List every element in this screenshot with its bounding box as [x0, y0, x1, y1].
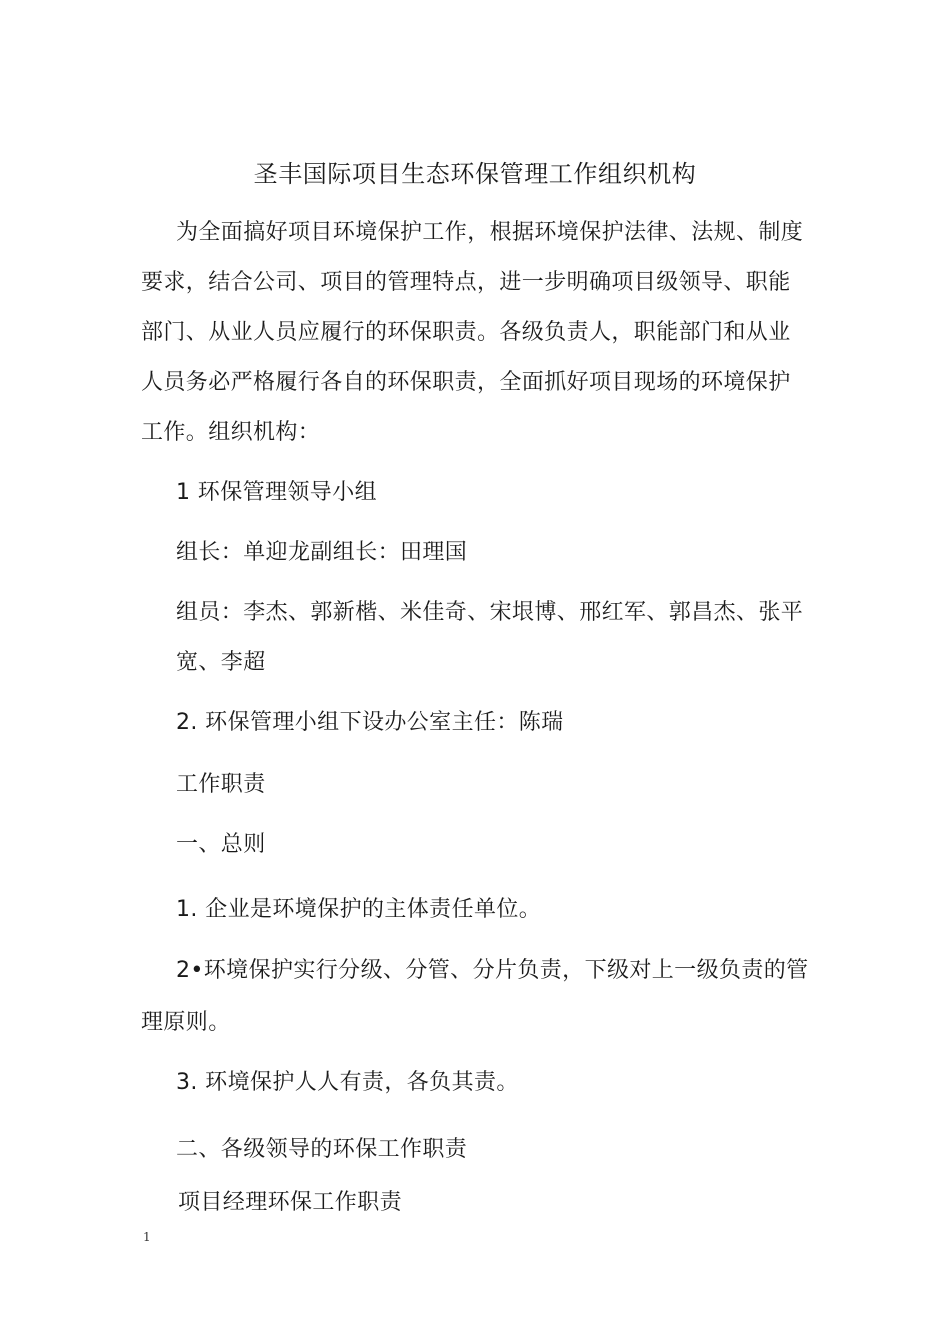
- intro-paragraph-line: 人员务必严格履行各自的环保职责，全面抓好项目现场的环境保护: [141, 370, 791, 395]
- rule-item: 3. 环境保护人人有责，各负其责。: [176, 1070, 519, 1095]
- duties-heading: 工作职责: [176, 772, 266, 797]
- office-director: 2. 环保管理小组下设办公室主任：陈瑞: [176, 710, 564, 735]
- group-leaders: 组长：单迎龙副组长：田理国: [176, 540, 468, 565]
- rule-item: 1. 企业是环境保护的主体责任单位。: [176, 897, 542, 922]
- intro-paragraph-line: 为全面搞好项目环境保护工作，根据环境保护法律、法规、制度: [176, 220, 804, 245]
- intro-paragraph-line: 部门、从业人员应履行的环保职责。各级负责人，职能部门和从业: [141, 320, 791, 345]
- rule-item: 2•环境保护实行分级、分管、分片负责，下级对上一级负责的管: [176, 958, 809, 983]
- group-members-line: 宽、李超: [176, 650, 266, 675]
- section-heading-general: 一、总则: [176, 832, 266, 857]
- group-members-line: 组员：李杰、郭新楷、米佳奇、宋垠博、邢红军、郭昌杰、张平: [176, 600, 804, 625]
- section-heading-leaders: 二、各级领导的环保工作职责: [176, 1137, 468, 1162]
- intro-paragraph-line: 要求，结合公司、项目的管理特点，进一步明确项目级领导、职能: [141, 270, 791, 295]
- page-number: 1: [143, 1230, 151, 1244]
- rule-item-continuation: 理原则。: [141, 1010, 231, 1035]
- document-title: 圣丰国际项目生态环保管理工作组织机构: [253, 160, 697, 188]
- group-heading: 1 环保管理领导小组: [176, 480, 377, 505]
- intro-paragraph-line: 工作。组织机构：: [141, 420, 321, 445]
- subsection-heading: 项目经理环保工作职责: [178, 1190, 403, 1215]
